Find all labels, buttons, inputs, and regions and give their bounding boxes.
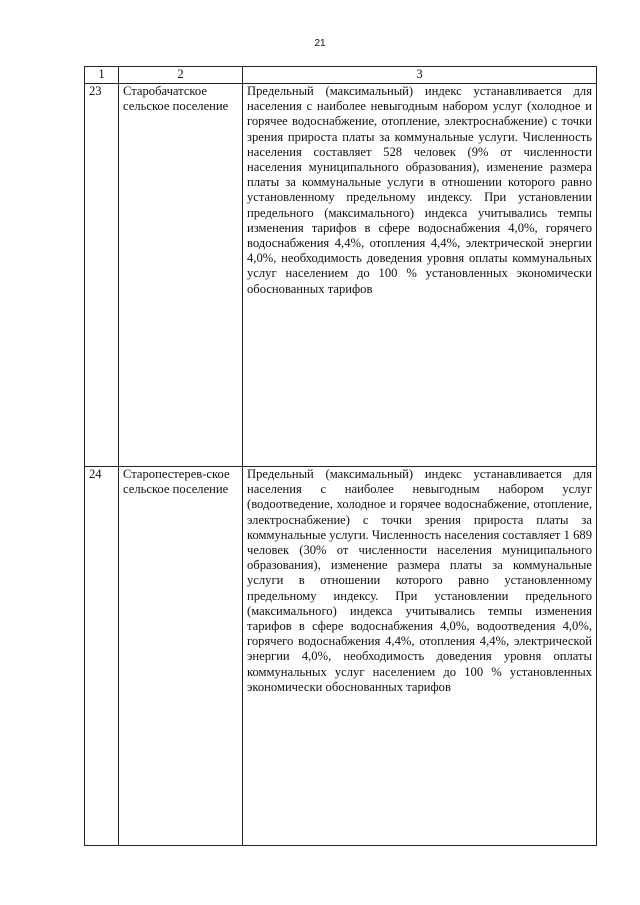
settlement-name: Старобачатское сельское поселение <box>119 84 243 467</box>
settlement-name: Старопестерев-ское сельское поселение <box>119 467 243 846</box>
table-row <box>85 467 597 846</box>
index-description: Предельный (максимальный) индекс устанавливается для населения с наиболее невыгодным набором услуг (холодное и горячее водоснабжение, отопление, электроснабжение) с точки зрения прироста платы за коммунальные услуги. Численность населения составляет 528 человек (9% от численности населения муниципального образования), изменение размера платы за коммунальные услуги в отношении которого равно установленному предельному индексу. При установлении предельного (максимального) индекса учитывались темпы изменения тарифов в сфере водоснабжения 4,0%, горячего водоснабжения 4,4%, отопления 4,4%, электрической энергии 4,0%, необходимость доведения уровня оплаты коммунальных услуг населением до 100 % установленных экономически обоснованных тарифов <box>243 84 597 467</box>
table-row <box>85 84 597 467</box>
row-number: 24 <box>85 467 119 846</box>
column-header-2: 2 <box>119 67 243 84</box>
column-header-1: 1 <box>85 67 119 84</box>
page-number: 21 <box>314 38 326 49</box>
municipal-index-table <box>84 66 597 846</box>
column-header-3: 3 <box>243 67 597 84</box>
row-number: 23 <box>85 84 119 467</box>
table-header-row <box>85 67 597 84</box>
index-description: Предельный (максимальный) индекс устанавливается для населения с наиболее невыгодным набором услуг (водоотведение, холодное и горячее водоснабжение, отопление, электроснабжение) с точки зрения прироста платы за коммунальные услуги. Численность населения составляет 1 689 человек (30% от численности населения муниципального образования), изменение размера платы за коммунальные услуги в отношении которого равно установленному предельному индексу. При установлении предельного (максимального) индекса учитывались темпы изменения тарифов в сфере водоснабжения 4,0%, водоотведения 4,0%, горячего водоснабжения 4,4%, отопления 4,4%, электрической энергии 4,0%, необходимость доведения уровня оплаты коммунальных услуг населением до 100 % установленных экономически обоснованных тарифов <box>243 467 597 846</box>
